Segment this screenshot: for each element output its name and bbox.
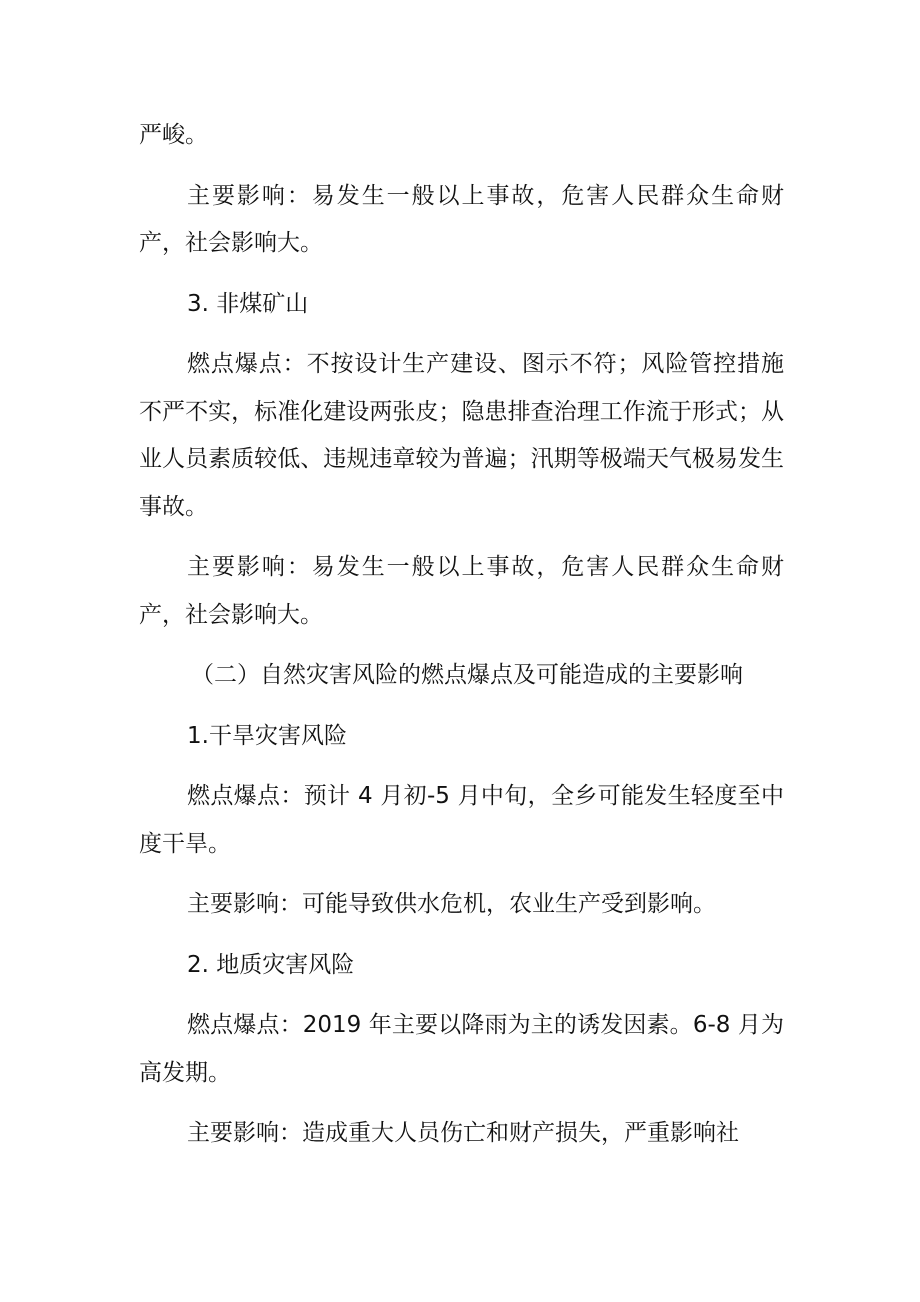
heading-geological-risk: 2. 地质灾害风险	[187, 951, 355, 978]
heading-non-coal-mines: 3. 非煤矿山	[187, 290, 309, 317]
paragraph-drought-risk-points: 燃点爆点：预计 4 月初-5 月中旬，全乡可能发生轻度至中度干旱。	[139, 783, 784, 857]
paragraph-impact-3: 主要影响：易发生一般以上事故，危害人民群众生命财产，社会影响大。	[139, 554, 784, 628]
paragraph-continuation: 严峻。	[139, 122, 208, 148]
paragraph-geological-impact: 主要影响：造成重大人员伤亡和财产损失，严重影响社	[187, 1120, 739, 1146]
paragraph-drought-impact: 主要影响：可能导致供水危机，农业生产受到影响。	[187, 891, 716, 917]
document-body	[139, 112, 784, 1158]
heading-natural-disaster-risks: （二）自然灾害风险的燃点爆点及可能造成的主要影响	[191, 662, 743, 688]
paragraph-risk-points-3: 燃点爆点：不按设计生产建设、图示不符；风险管控措施不严不实，标准化建设两张皮；隐患排查治理工作流于形式；从业人员素质较低、违规违章较为普遍；汛期等极端天气极易发生事故。	[139, 351, 784, 520]
paragraph-geological-risk-points: 燃点爆点：2019 年主要以降雨为主的诱发因素。6-8 月为高发期。	[139, 1012, 784, 1086]
paragraph-impact-2: 主要影响：易发生一般以上事故，危害人民群众生命财产，社会影响大。	[139, 182, 784, 256]
heading-drought-risk: 1.干旱灾害风险	[187, 722, 347, 749]
